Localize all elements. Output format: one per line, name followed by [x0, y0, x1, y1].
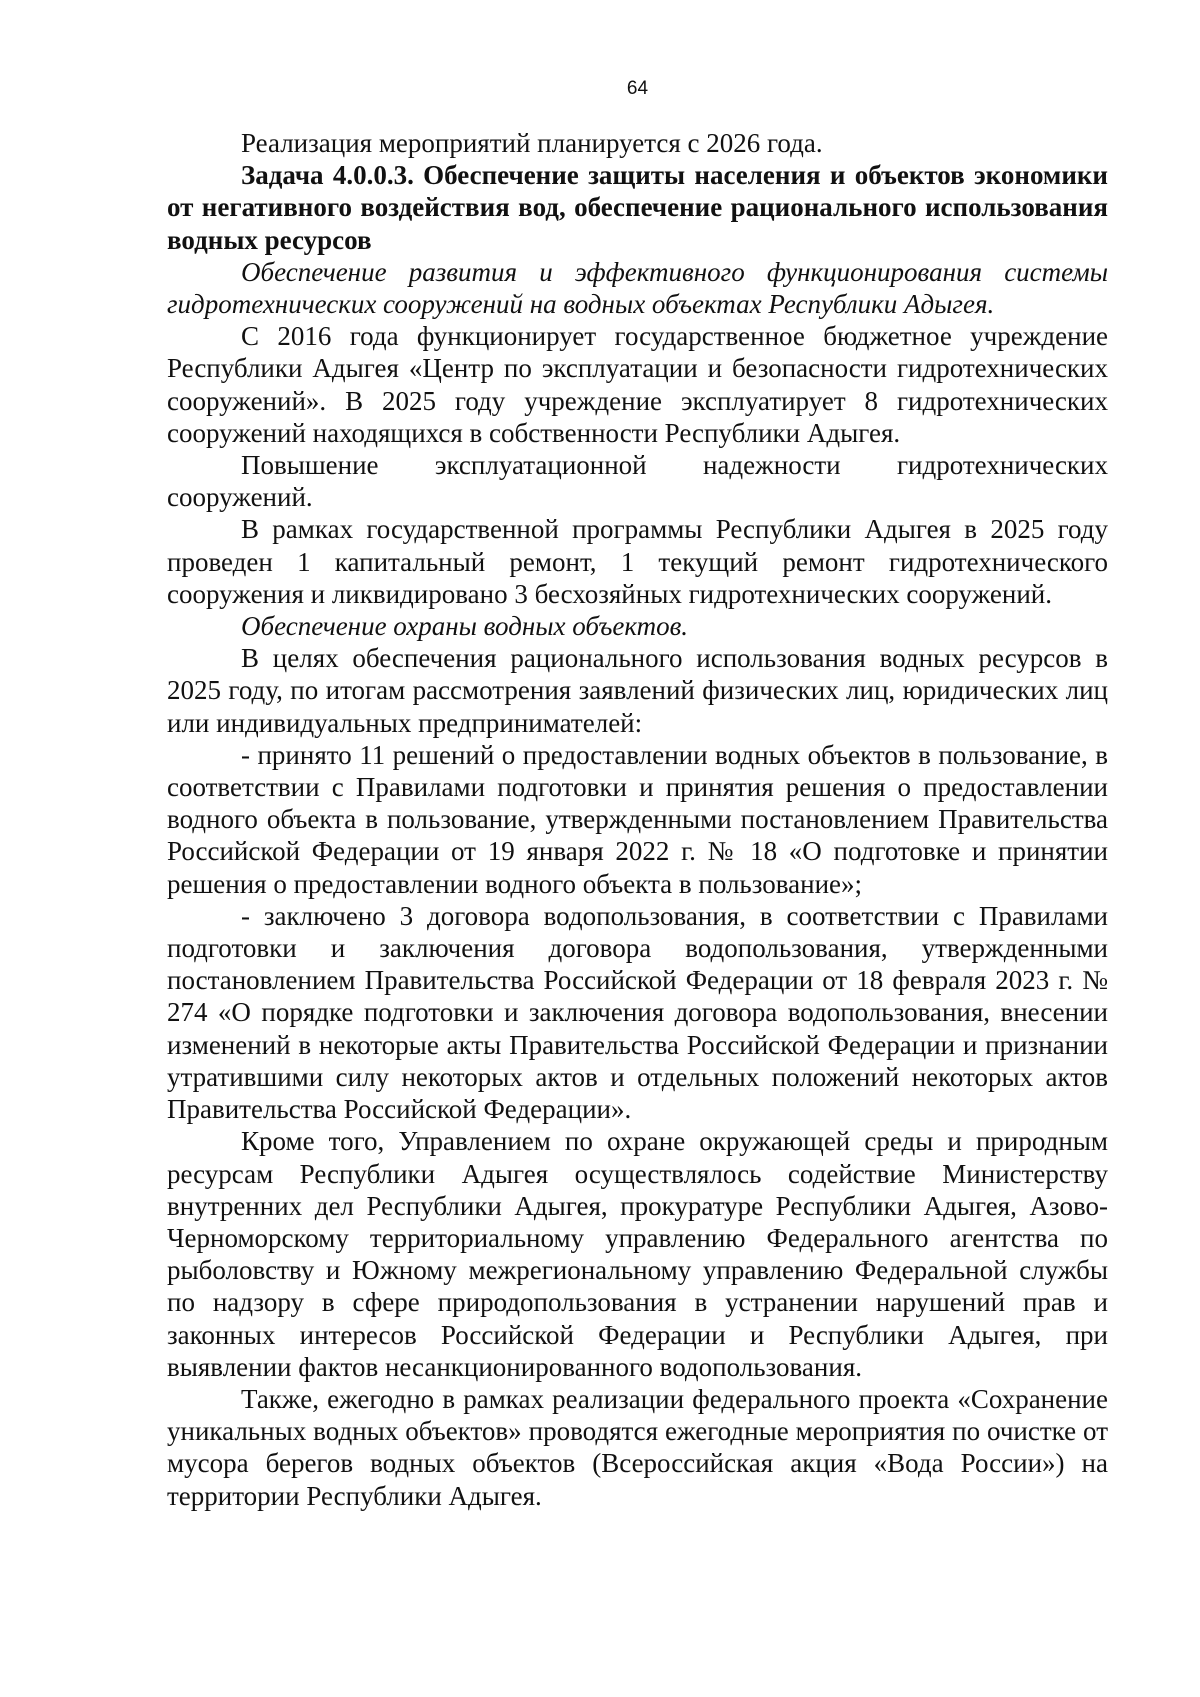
document-page [167, 0, 1108, 1697]
paragraph-cleanup: Также, ежегодно в рамках реализации федерального проекта «Сохранение уникальных водных объектов» проводятся ежегодные мероприятия по очистке от мусора берегов водных объектов (Всероссийская акция «Вода России») на территории Республики Адыгея. [167, 1383, 1108, 1511]
paragraph-repairs: В рамках государственной программы Республики Адыгея в 2025 году проведен 1 капитальный ремонт, 1 текущий ремонт гидротехнического сооружения и ликвидировано 3 бесхозяйных гидротехнических сооружений. [167, 514, 1108, 609]
paragraph-center-info: С 2016 года функционирует государственное бюджетное учреждение Республики Адыгея «Центр по эксплуатации и безопасности гидротехнических сооружений». В 2025 году учреждение эксплуатирует 8 гидротехнических сооружений находящихся в собственности Республики Адыгея. [167, 321, 1108, 448]
page-number: 64 [626, 78, 649, 99]
paragraph-assistance: Кроме того, Управлением по охране окружающей среды и природным ресурсам Республики Адыгея осуществлялось содействие Министерству внутренних дел Республики Адыгея, прокуратуре Республики Адыгея, Азово-Черноморскому территориальному управлению Федерального агентства по рыболовству и Южному межрегиональному управлению Федеральной службы по надзору в сфере природопользования в устранении нарушений прав и законных интересов Российской Федерации и Республики Адыгея, при выявлении фактов несанкционированного водопользования. [167, 1126, 1108, 1382]
paragraph-implementation-start: Реализация мероприятий планируется с 2026 года. [241, 128, 823, 158]
list-item-decisions: - принято 11 решений о предоставлении водных объектов в пользование, в соответствии с Правилами подготовки и принятия решения о предоставлении водного объекта в пользование, утвержденными постановлением Правительства Российской Федерации от 19 января 2022 г. № 18 «О подготовке и принятии решения о предоставлении водного объекта в пользование»; [167, 739, 1108, 899]
paragraph-reliability: Повышение эксплуатационной надежности гидротехнических сооружений. [167, 450, 1108, 513]
document-body [167, 127, 1108, 1512]
task-heading: Задача 4.0.0.3. Обеспечение защиты населения и объектов экономики от негативного воздействия вод, обеспечение рационального использования водных ресурсов [167, 160, 1108, 255]
paragraph-rational-use: В целях обеспечения рационального использования водных ресурсов в 2025 году, по итогам рассмотрения заявлений физических лиц, юридических лиц или индивидуальных предпринимателей: [167, 643, 1108, 738]
subheading-hydraulic-structures: Обеспечение развития и эффективного функционирования системы гидротехнических сооружений на водных объектах Республики Адыгея. [167, 256, 1108, 320]
list-item-contracts: - заключено 3 договора водопользования, в соответствии с Правилами подготовки и заключения договора водопользования, утвержденными постановлением Правительства Российской Федерации от 18 февраля 2023 г. № 274 «О порядке подготовки и заключения договора водопользования, внесении изменений в некоторые акты Правительства Российской Федерации и признании утратившими силу некоторых актов и отдельных положений некоторых актов Правительства Российской Федерации». [167, 900, 1108, 1125]
subheading-water-protection: Обеспечение охраны водных объектов. [241, 611, 689, 642]
